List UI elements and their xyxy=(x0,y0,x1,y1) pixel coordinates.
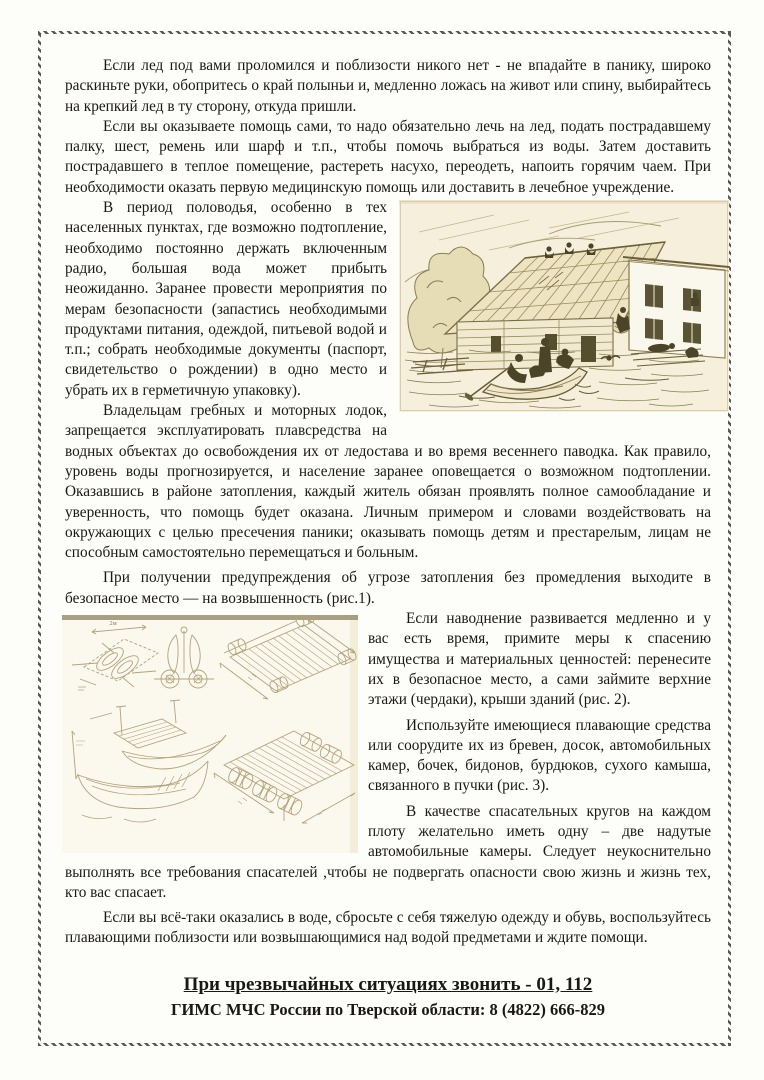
dimension-label: 2м xyxy=(109,620,117,628)
figure-flood-scene xyxy=(399,200,729,412)
emergency-contacts xyxy=(65,973,711,1021)
paragraph-slow-flood: Если наводнение развивается медленно и у вас есть время, примите меры к спасению имущества и материальных ценностей: перенесите их в безопасное место, а сами займите верхние этажи (чердаки), крыши зданий (рис. 2). xyxy=(368,610,711,709)
paragraph-in-water: Если вы всё-таки оказались в воде, сбросьте с себя тяжелую одежду и обувь, воспользуйтесь плавающими поблизости или возвышающимися над водой предметами и ждите помощи. xyxy=(65,909,711,947)
paragraph-flood-season: В период половодья, особенно в тех населенных пунктах, где возможно подтопление, необходимо постоянно держать включенным радио, большая вода может прибыть неожиданно. Заранее провести мероприятия по мерам безопасности (запастись необходимыми продуктами питания, одеждой, питьевой водой и т.п.; собрать необходимые документы (паспорт, свидетельство о рождении) в одно место и убрать их в герметичную упаковку). xyxy=(65,199,387,399)
document-body xyxy=(65,56,711,1021)
paragraph-evacuation-warning: При получении предупреждения об угрозе затопления без промедления выходите в безопасное место — на возвышенность (рис.1). xyxy=(65,569,711,607)
border-left xyxy=(38,31,41,1046)
improvised-rafts-technical-drawing xyxy=(62,615,358,853)
gims-contact-line: ГИМС МЧС России по Тверской области: 8 (4822) 666-829 xyxy=(171,999,605,1019)
emergency-phone-line: При чрезвычайных ситуациях звонить - 01, 112 xyxy=(183,973,593,995)
flooded-village-illustration xyxy=(399,200,729,412)
paragraph-helping-others: Если вы оказываете помощь сами, то надо обязательно лечь на лед, подать пострадавшему палку, шест, ремень или шарф и т.п., чтобы помочь выбраться из воды. Затем доставить пострадавшего в теплое помещение, растереть насухо, переодеть, напоить горячим чаем. При необходимости оказать первую медицинскую помощь или доставить в лечебное учреждение. xyxy=(65,117,711,196)
white-house xyxy=(623,257,729,358)
paragraph-rescue-rings: В качестве спасательных кругов на каждом плоту желательно иметь одну – две надутые автомобильные камеры. Следует неукоснительно выполнять все требования спасателей ,чтобы не подвергать опасности свою жизнь и жизнь тех, кто вас спасает. xyxy=(65,802,711,901)
paragraph-boat-owners: Владельцам гребных и моторных лодок, запрещается эксплуатировать плавсредства на водных объектах до освобождения их от ледостава и во время весеннего паводка. Как правило, уровень воды прогнозируется, и население заранее оповещается о возможном подтоплении. Оказавшись в районе затопления, каждый житель обязан проявлять полное самообладание и уверенность, что помощь будет оказана. Личным примером и словами воздействовать на окружающих с целью пресечения паники; оказывать помощь детям и престарелым, лицам не способным самостоятельно перемещаться и больным. xyxy=(65,402,711,562)
log-cabin-wall xyxy=(457,318,613,370)
border-top xyxy=(38,31,731,34)
border-right xyxy=(728,31,731,1046)
figure-raft-drawings xyxy=(62,615,358,853)
border-bottom xyxy=(38,1043,731,1046)
paragraph-ice-breaks: Если лед под вами проломился и поблизости никого нет - не впадайте в панику, широко раскиньте руки, обопритесь о край полыньи и, медленно ложась на живот или спину, выбирайтесь на крепкий лед в ту сторону, откуда пришли. xyxy=(65,57,711,115)
paragraph-floating-means: Используйте имеющиеся плавающие средства или соорудите их из бревен, досок, автомобильных камер, бочек, бидонов, бурдюков, сухого камыша, связанного в пучки (рис. 3). xyxy=(368,716,711,795)
